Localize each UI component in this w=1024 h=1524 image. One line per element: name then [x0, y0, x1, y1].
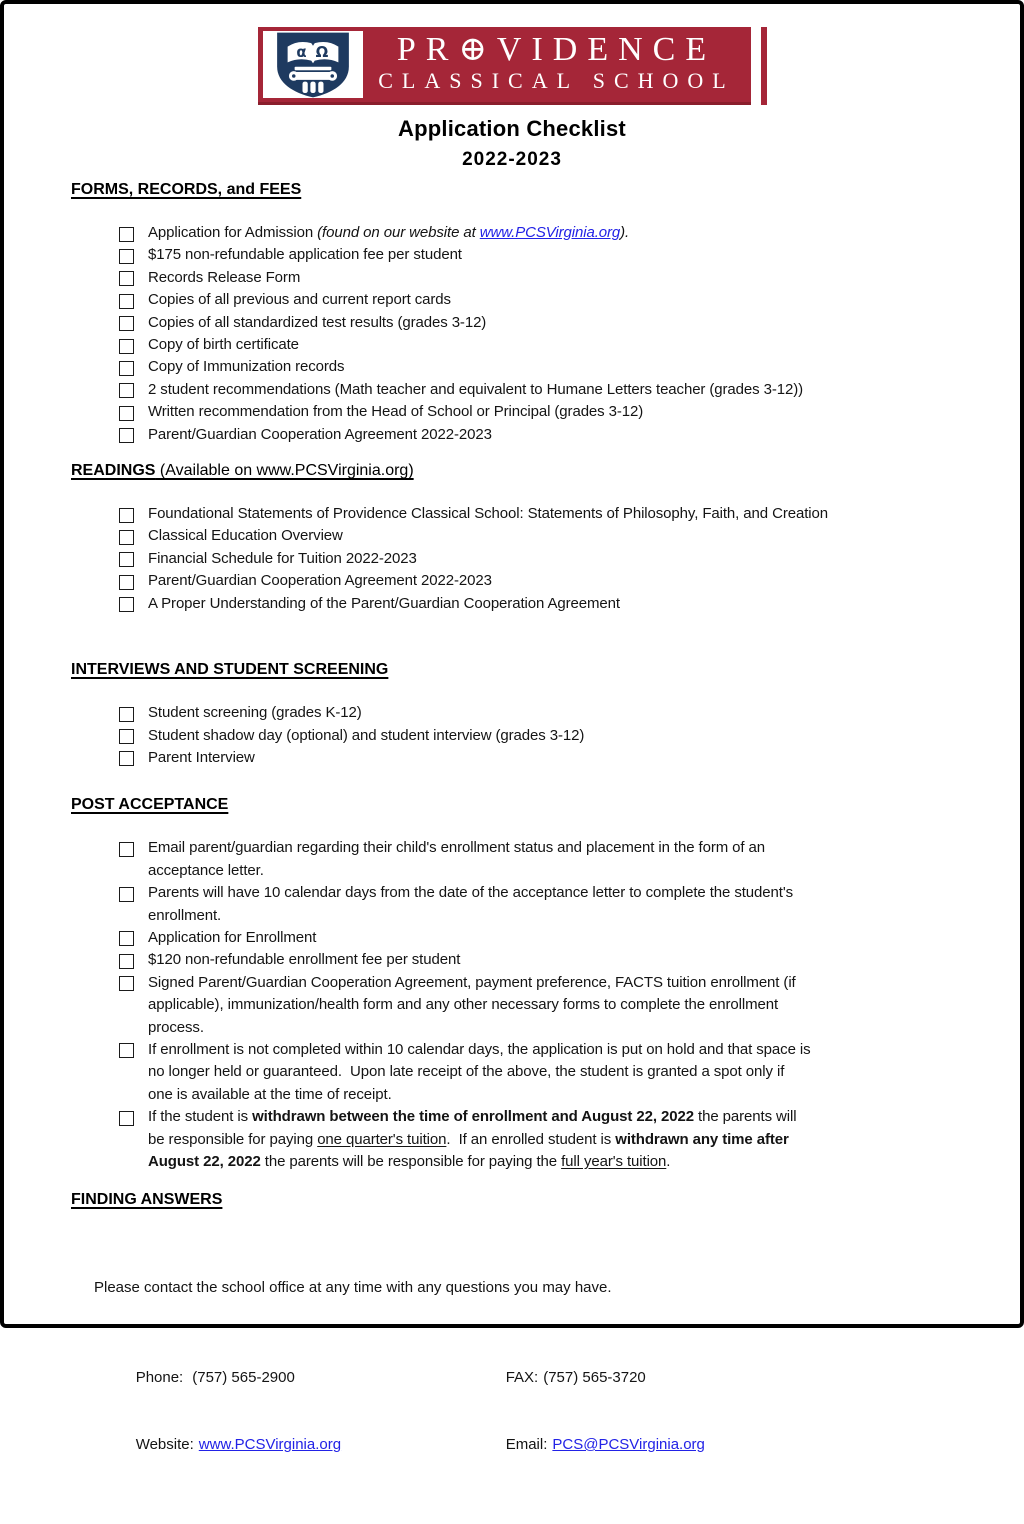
checklist-item-text [148, 244, 462, 266]
section-heading-text: POST ACCEPTANCE [71, 796, 229, 814]
checklist-item [71, 725, 956, 747]
school-crest [263, 31, 363, 98]
checklist-item-text [148, 702, 362, 724]
text-segment: one quarter's tuition [317, 1130, 447, 1148]
email-link[interactable]: PCS@PCSVirginia.org [552, 1436, 705, 1454]
text-segment: . If an enrolled student is [446, 1130, 616, 1148]
checkbox[interactable] [119, 575, 134, 590]
logo-frame-edge [761, 27, 767, 105]
contact-info [94, 1232, 956, 1523]
checkbox[interactable] [119, 751, 134, 766]
checklist-item-text [148, 424, 492, 446]
logo-frame-gap [751, 27, 761, 105]
text-segment: Parent/Guardian Cooperation Agreement 2022-2023 [148, 572, 492, 590]
checklist-item [71, 267, 956, 289]
fax-row [464, 1344, 956, 1411]
checklist-item [71, 222, 956, 244]
checklist-item-text [148, 267, 300, 289]
checklist-items [71, 222, 956, 446]
inline-link[interactable]: www.PCSVirginia.org [479, 224, 621, 241]
checklist-item [71, 1106, 956, 1173]
logo-banner [258, 27, 751, 105]
checkbox[interactable] [119, 954, 134, 969]
text-segment: withdrawn between the time of enrollment and August 22, 2022 [252, 1108, 694, 1126]
checkbox[interactable] [119, 339, 134, 354]
checkbox[interactable] [119, 271, 134, 286]
text-segment: be responsible for paying [148, 1130, 318, 1148]
checklist-item [71, 356, 956, 378]
checklist-items [71, 702, 956, 769]
checklist-item [71, 503, 956, 525]
section-heading [71, 1190, 956, 1210]
website-row [94, 1412, 464, 1479]
phone-label: Phone: [135, 1368, 184, 1386]
checkbox[interactable] [119, 383, 134, 398]
text-segment: process. [148, 1018, 204, 1036]
checkbox[interactable] [119, 508, 134, 523]
section-heading-text: FINDING ANSWERS [71, 1191, 223, 1209]
email-row [464, 1412, 956, 1479]
section-heading-text: READINGS [71, 462, 156, 480]
fax-label: FAX: [505, 1368, 539, 1386]
text-segment: one is available at the time of receipt. [148, 1085, 392, 1103]
checklist-item [71, 747, 956, 769]
text-segment: 2 student recommendations (Math teacher and equivalent to Humane Letters teacher (grades 3-12)) [148, 380, 804, 398]
text-segment: the parents will [693, 1108, 797, 1126]
checkbox[interactable] [119, 361, 134, 376]
school-logo [258, 27, 767, 105]
logo-wordmark-line1: PR⊕VIDENCE [396, 31, 717, 68]
checklist-sections [4, 180, 1020, 1173]
text-segment: Copies of all previous and current report cards [148, 291, 451, 309]
text-segment: Parents will have 10 calendar days from the date of the acceptance letter to complete the student's [148, 884, 794, 902]
text-segment: Signed Parent/Guardian Cooperation Agreement, payment preference, FACTS tuition enrollment (if [148, 973, 796, 991]
page-title: Application Checklist [398, 116, 626, 141]
checklist-item-text [148, 356, 344, 378]
text-segment: Student shadow day (optional) and student interview (grades 3-12) [148, 726, 585, 744]
text-segment: Records Release Form [148, 268, 301, 286]
text-segment: A Proper Understanding of the Parent/Guardian Cooperation Agreement [148, 594, 620, 612]
text-segment: Copy of Immunization records [148, 358, 345, 376]
checklist-item [71, 334, 956, 356]
checklist-item [71, 593, 956, 615]
checklist-item [71, 312, 956, 334]
omega-glyph: Ω [315, 42, 328, 61]
checklist-item [71, 401, 956, 423]
email-label: Email: [505, 1436, 548, 1454]
text-segment: Written recommendation from the Head of School or Principal (grades 3-12) [148, 403, 644, 421]
text-segment: Parent/Guardian Cooperation Agreement 2022-2023 [148, 425, 492, 443]
text-segment: If enrollment is not completed within 10 calendar days, the application is put on hold and that space is [148, 1040, 811, 1058]
checkbox[interactable] [119, 976, 134, 991]
crest-shield-icon [269, 30, 357, 100]
checklist-item-text [148, 312, 486, 334]
fax-value: (757) 565-3720 [543, 1368, 646, 1386]
checklist-item [71, 837, 956, 882]
text-segment: $175 non-refundable application fee per student [148, 246, 462, 264]
checkbox[interactable] [119, 249, 134, 264]
text-segment: If the student is [148, 1108, 253, 1126]
checklist-items [71, 837, 956, 1173]
checkbox[interactable] [119, 1111, 134, 1126]
text-segment: withdrawn any time after [615, 1130, 789, 1148]
checklist-item-text [148, 747, 255, 769]
checkbox[interactable] [119, 227, 134, 242]
checkbox[interactable] [119, 406, 134, 421]
section-post [71, 795, 956, 1173]
checkbox[interactable] [119, 931, 134, 946]
phone-value: (757) 565-2900 [192, 1368, 295, 1386]
text-segment: Student screening (grades K-12) [148, 704, 362, 722]
checkbox[interactable] [119, 887, 134, 902]
checklist-item-text [148, 593, 620, 615]
text-segment: full year's tuition [561, 1153, 667, 1170]
section-heading-text: INTERVIEWS AND STUDENT SCREENING [71, 661, 389, 679]
checklist-item [71, 525, 956, 547]
checkbox[interactable] [119, 597, 134, 612]
text-segment: enrollment. [148, 906, 222, 924]
text-segment: the parents will be responsible for paying the [260, 1153, 562, 1170]
website-label: Website: [135, 1436, 194, 1454]
checklist-item [71, 244, 956, 266]
checklist-item-text [148, 927, 316, 949]
section-heading [71, 660, 956, 680]
section-heading [71, 180, 956, 200]
logo-wordmark [363, 27, 751, 102]
checklist-item-text [148, 548, 417, 570]
document-header [4, 27, 1020, 172]
section-interviews [71, 660, 956, 769]
section-finding-answers [4, 1190, 1020, 1523]
text-segment: Application for Admission [148, 224, 318, 241]
checkbox[interactable] [119, 707, 134, 722]
text-segment: Email parent/guardian regarding their child's enrollment status and placement in the form of an [148, 839, 766, 857]
checklist-item-text [148, 837, 765, 882]
checklist-item [71, 548, 956, 570]
checklist-item-text [148, 972, 796, 1039]
checklist-item-text [148, 289, 451, 311]
checkbox[interactable] [119, 552, 134, 567]
text-segment: applicable), immunization/health form and any other necessary forms to complete the enrollment [148, 996, 779, 1014]
alpha-glyph: α [295, 42, 307, 61]
checklist-item-text [148, 334, 299, 356]
website-link[interactable]: www.PCSVirginia.org [198, 1436, 342, 1454]
checkbox[interactable] [119, 842, 134, 857]
checklist-item [71, 882, 956, 927]
text-segment: Copy of birth certificate [148, 336, 299, 354]
checklist-item-text [148, 525, 343, 547]
text-segment: Foundational Statements of Providence Classical School: Statements of Philosophy, Faith, and Creation [148, 505, 829, 523]
checklist-item [71, 949, 956, 971]
text-segment: August 22, 2022 [148, 1153, 261, 1170]
text-segment: Copies of all standardized test results (grades 3-12) [148, 313, 487, 331]
text-segment: Application for Enrollment [148, 928, 317, 946]
checklist-item [71, 972, 956, 1039]
phone-row [94, 1344, 464, 1411]
text-segment: Classical Education Overview [148, 527, 343, 545]
checkbox[interactable] [119, 729, 134, 744]
checklist-item-text [148, 725, 584, 747]
text-segment: . [666, 1153, 671, 1170]
text-segment: no longer held or guaranteed. Upon late receipt of the above, the student is granted a spot only if [148, 1063, 785, 1081]
checklist-item [71, 289, 956, 311]
checklist-item [71, 570, 956, 592]
section-heading [71, 795, 956, 815]
section-heading-suffix: (Available on www.PCSVirginia.org) [155, 462, 414, 480]
checkbox[interactable] [119, 428, 134, 443]
checkbox[interactable] [119, 1043, 134, 1058]
text-segment: (found on our website at [317, 224, 480, 241]
checklist-item-text [148, 949, 460, 971]
checkbox[interactable] [119, 316, 134, 331]
checklist-item-text [148, 401, 643, 423]
checklist-item-text [148, 570, 492, 592]
checklist-item [71, 1039, 956, 1106]
checklist-item [71, 379, 956, 401]
checklist-item-text [148, 222, 629, 244]
checklist-item-text [148, 1039, 811, 1106]
checkbox[interactable] [119, 530, 134, 545]
text-segment: Financial Schedule for Tuition 2022-2023 [148, 549, 417, 567]
logo-wordmark-line2: CLASSICAL SCHOOL [378, 68, 735, 93]
text-segment: $120 non-refundable enrollment fee per student [148, 951, 461, 969]
text-segment: ). [620, 224, 630, 241]
checklist-item [71, 927, 956, 949]
checklist-item-text [148, 379, 803, 401]
checklist-item [71, 424, 956, 446]
contact-intro: Please contact the school office at any time with any questions you may have. [94, 1279, 612, 1297]
section-forms [71, 180, 956, 446]
school-year: 2022-2023 [462, 149, 562, 170]
section-readings [71, 461, 956, 615]
checkbox[interactable] [119, 294, 134, 309]
contact-grid [94, 1344, 956, 1478]
section-heading [71, 461, 956, 481]
checklist-items [71, 503, 956, 615]
checklist-item [71, 702, 956, 724]
text-segment: acceptance letter. [148, 861, 264, 879]
checklist-item-text [148, 882, 793, 927]
text-segment: Parent Interview [148, 748, 255, 766]
checklist-item-text [148, 1106, 796, 1173]
section-heading-text: FORMS, RECORDS, and FEES [71, 181, 302, 198]
checklist-item-text [148, 503, 828, 525]
